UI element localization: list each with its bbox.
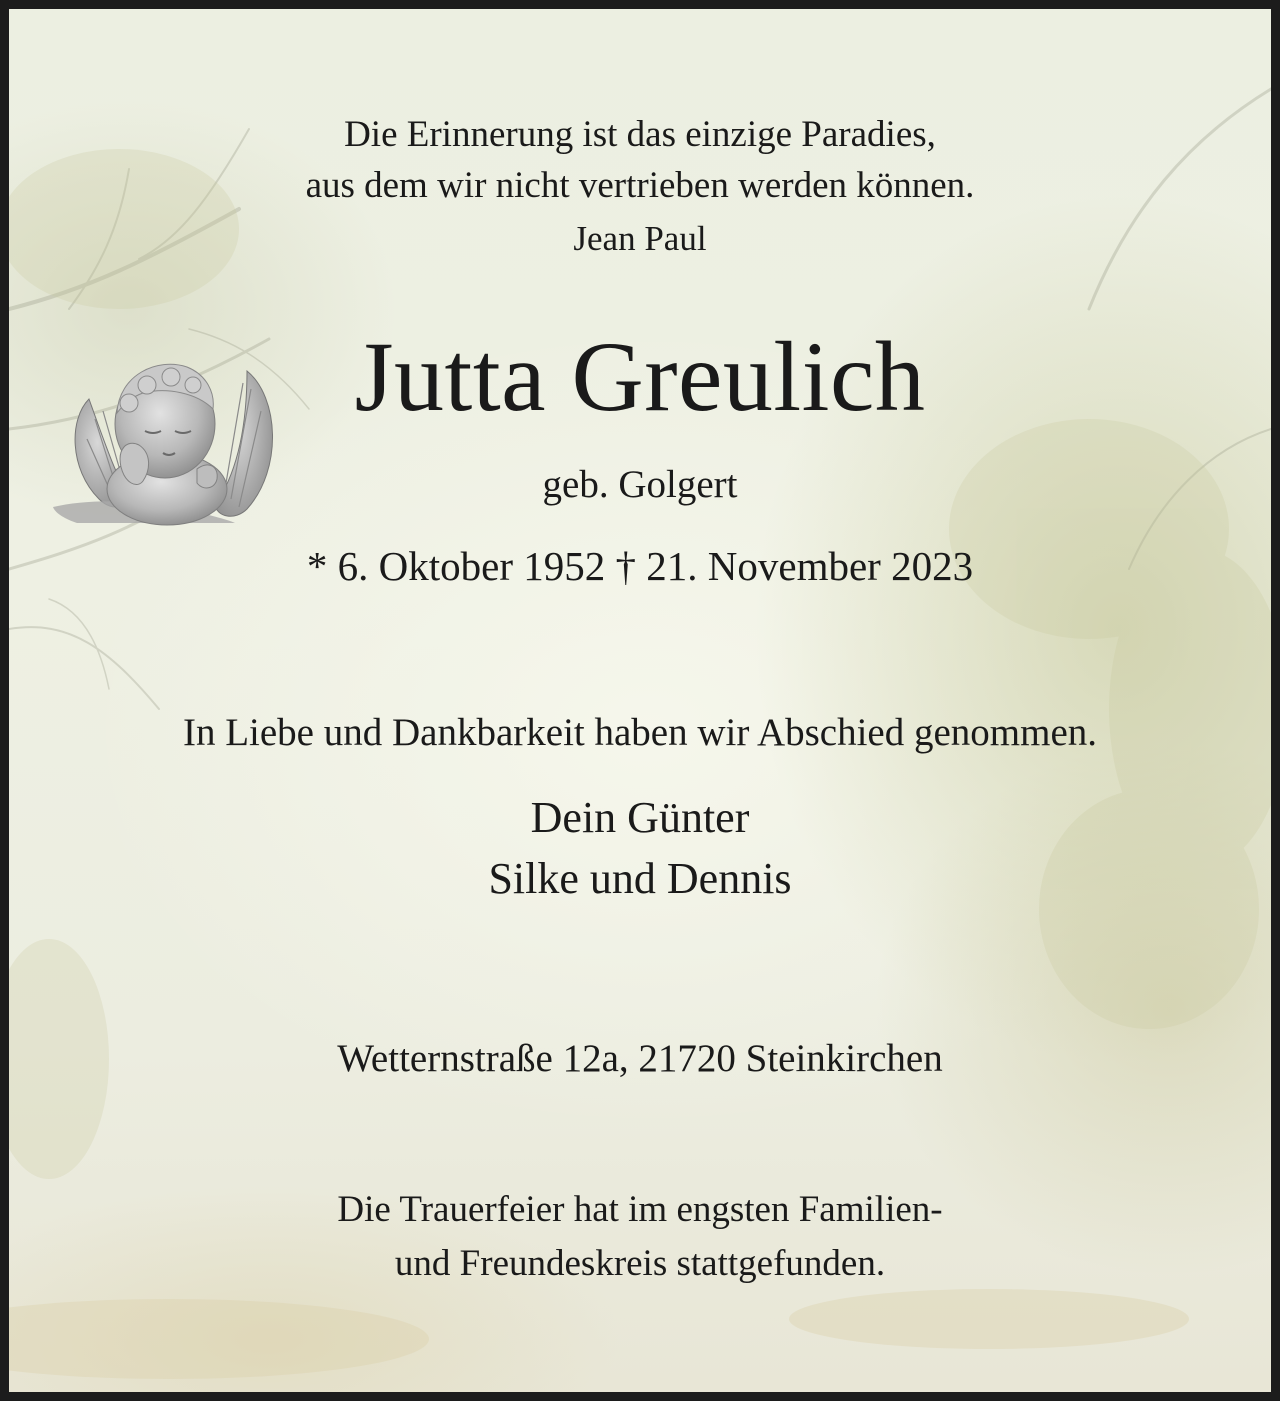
misty-forest-background [9, 9, 1271, 1392]
mourner-1: Dein Günter [530, 793, 750, 842]
quote-line-2: aus dem wir nicht vertrieben werden können. [305, 165, 975, 206]
deceased-name: Jutta Greulich [354, 321, 926, 432]
funeral-note-line-2: und Freundeskreis stattgefunden. [394, 1243, 886, 1284]
birth-name: geb. Golgert [542, 463, 738, 506]
funeral-note-line-1: Die Trauerfeier hat im engsten Familien- [337, 1189, 943, 1230]
life-dates: * 6. Oktober 1952 † 21. November 2023 [306, 543, 974, 589]
quote-line-1: Die Erinnerung ist das einzige Paradies, [344, 114, 936, 155]
quote-author: Jean Paul [573, 219, 707, 258]
address: Wetternstraße 12a, 21720 Steinkirchen [337, 1037, 943, 1080]
farewell-text: In Liebe und Dankbarkeit haben wir Abschied genommen. [182, 711, 1098, 754]
mourner-2: Silke und Dennis [488, 854, 792, 903]
